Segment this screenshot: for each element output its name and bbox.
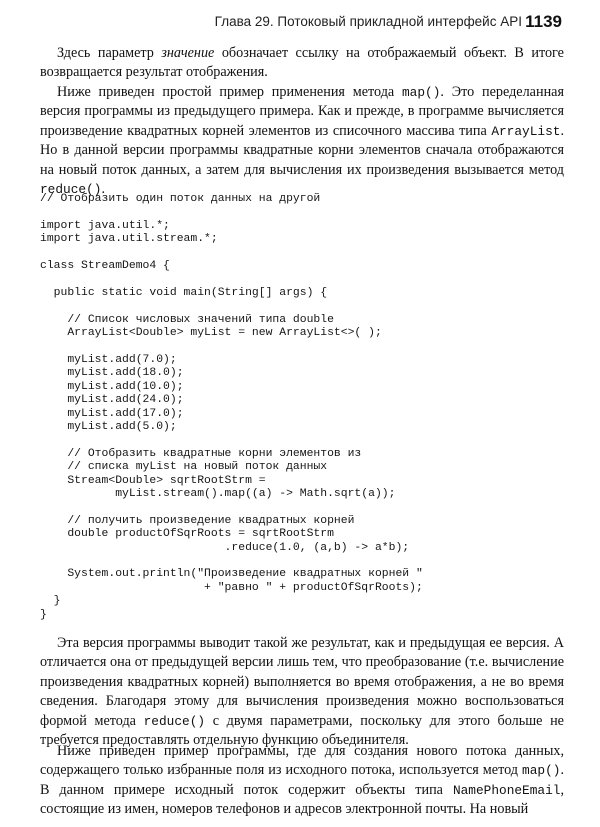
inline-code: ArrayList xyxy=(491,123,561,139)
page-header xyxy=(0,12,600,36)
inline-code: map() xyxy=(402,85,441,100)
param-name: значение xyxy=(161,45,215,61)
inline-code: map() xyxy=(522,763,561,779)
inline-code: reduce() xyxy=(40,182,102,198)
paragraph-next-example: Ниже приведен пример программы, где для создания нового потока данных, содержащего только избранные поля из исходного потока, используется метод map(). В данном примере исходный поток содержит объекты типа NamePhoneEmail, состоящие из имен, номеров телефонов и адресов электронной почты. На новый xyxy=(40,743,564,818)
paragraph-result-explanation: Эта версия программы выводит такой же результат, как и предыдущая ее версия. А отличается она от предыдущей версии лишь тем, что преобразование (т.е. вычисление произведения квадратных корней) выполняется во время отображения, а не во время сведения. Благодаря этому для вычисления произведения можно воспользоваться формой метода reduce() с двумя параметрами, поскольку для этого больше не требуется предоставлять отдельную функцию объединителя. xyxy=(40,635,564,749)
paragraph-value-param: Здесь параметр значение обозначает ссылку на отображаемый объект. В итоге возвращается результат отображения. xyxy=(40,45,564,81)
paragraph-map-intro: Ниже приведен простой пример применения метода map(). Это переделанная версия программы из предыдущего примера. Как и прежде, в программе вычисляется произведение квадратных корней элементов из списочного массива типа ArrayList. Но в данной версии программы квадратные корни элементов сначала отображаются на новый поток данных, а затем для вычисления их произведения вызывается метод reduce(). xyxy=(40,84,564,198)
inline-code: reduce() xyxy=(143,713,206,729)
chapter-title: Глава 29. Потоковый прикладной интерфейс API xyxy=(214,14,522,29)
code-listing: // Отобразить один поток данных на другой import java.util.*; import java.util.stream.*; class StreamDemo4 { public static void main(String[] args) { // Список числовых значений типа double ArrayList<Double> myList = new ArrayList<>( ); myList.add(7.0); myList.add(18.0); myList.add(10.0); myList.add(24.0); myList.add(17.0); myList.add(5.0); // Отобразить квадратные корни элементов из // списка myList на новый поток данных Stream<Double> sqrtRootStrm = myList.stream().map((a) -> Math.sqrt(a)); // получить произведение квадратных корней double productOfSqrRoots = sqrtRootStrm .reduce(1.0, (a,b) -> a*b); System.out.println("Произведение квадратных корней " + "равно " + productOfSqrRoots); } } xyxy=(40,193,423,621)
inline-code: NamePhoneEmail xyxy=(452,782,561,798)
page-number: 1139 xyxy=(525,12,562,31)
